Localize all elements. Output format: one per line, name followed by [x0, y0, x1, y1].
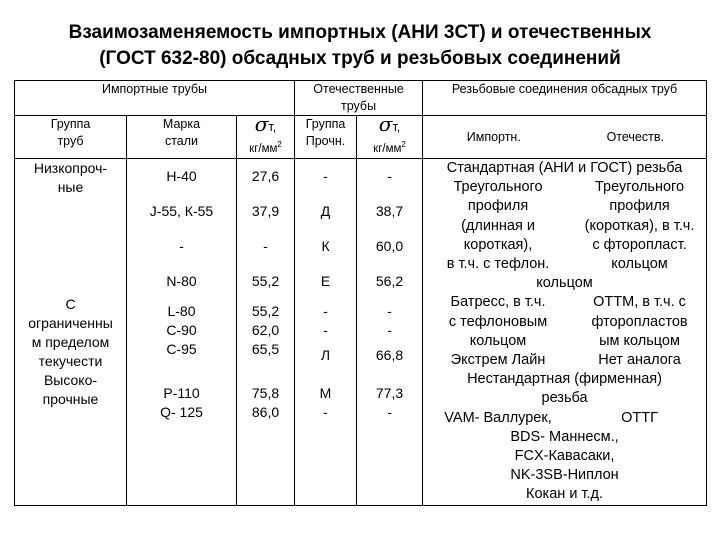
sigma-cell: 55,2 — [251, 273, 280, 289]
header-sigma-imported: σт, $кг/мм^2$ — [237, 116, 295, 159]
domestic-group-cell: К — [321, 238, 330, 254]
interchangeability-table — [14, 80, 707, 506]
thread-pair: профиля профиля — [467, 198, 670, 215]
domestic-sigma-cell: 60,0 — [375, 238, 404, 254]
thread-pair: VAM- Валлурек, ОТТГ — [444, 409, 658, 426]
thread-pair: в т.ч. с тефлон. кольцом — [446, 256, 668, 273]
thread-column — [423, 159, 707, 506]
domestic-group-cell: - — [323, 168, 328, 184]
domestic-group-column — [295, 159, 357, 506]
domestic-group-cell: Е — [320, 273, 331, 289]
domestic-sigma-cell: 56,2 — [375, 273, 404, 289]
nonstandard-thread-2: резьба — [541, 390, 588, 407]
group-column — [15, 159, 127, 506]
domestic-sigma-cell: - — [387, 168, 392, 184]
sigma-column — [237, 159, 295, 506]
domestic-sigma-c: 77,3 - — [375, 385, 404, 420]
header-row-1 — [15, 81, 707, 116]
header-domestic: Отечеств. — [606, 129, 664, 144]
header-imported: Импортн. — [466, 129, 521, 144]
header-domestic-pipes: Отечественные трубы — [295, 81, 423, 116]
header-thread-subcolumns — [423, 116, 707, 159]
domestic-sigma-column — [357, 159, 423, 506]
domestic-sigma-b: - - 66,8 — [375, 303, 404, 363]
header-sigma-domestic: σт, $кг/мм^2$ — [357, 116, 423, 159]
page-title — [0, 20, 720, 72]
maker-line: FCX-Кавасаки, — [514, 448, 615, 465]
sigma-group-b: 55,2 62,0 65,5 — [251, 303, 280, 357]
sigma-group-c: 75,8 86,0 — [251, 385, 280, 420]
thread-pair: Батресс, в т.ч. ОТТМ, в т.ч. с — [450, 294, 686, 311]
nonstandard-thread: Нестандартная (фирменная) — [467, 371, 662, 388]
standard-thread: Стандартная (АНИ и ГОСТ) резьба — [446, 160, 683, 176]
header-thread-connections: Резьбовые соединения обсадных труб — [423, 81, 707, 116]
thread-kolcom: кольцом — [536, 275, 593, 292]
thread-pair: Экстрем Лайн Нет аналога — [450, 352, 681, 369]
header-row-2 — [15, 116, 707, 159]
domestic-group-cell: Д — [320, 203, 331, 219]
grade-cell: J-55, К-55 — [149, 203, 214, 219]
grade-column — [127, 159, 237, 506]
title-line-2: (ГОСТ 632-80) обсадных труб и резьбовых соединений — [99, 48, 621, 69]
header-imported-pipes: Импортные трубы — [15, 81, 295, 116]
grade-cell: Н-40 — [166, 168, 197, 184]
header-group: Группа труб — [15, 116, 127, 159]
title-line-1: Взаимозаменяемость импортных (АНИ 3СТ) и отечественных — [68, 22, 652, 43]
maker-line: NK-3SB-Ниплон — [510, 467, 619, 484]
header-steel-grade: Марка стали — [127, 116, 237, 159]
grade-cell: N-80 — [166, 273, 197, 289]
group-limited-yield: С ограниченны м пределом текучести — [28, 296, 113, 369]
sigma-cell: 27,6 — [251, 168, 280, 184]
thread-pair: кольцом ым кольцом — [469, 332, 680, 349]
body-row — [15, 159, 707, 506]
domestic-group-b: - - Л — [320, 303, 331, 363]
grade-group-c: P-110 Q- 125 — [160, 385, 203, 420]
thread-pair: с тефлоновым фторопластов — [448, 313, 688, 330]
domestic-sigma-cell: 38,7 — [375, 203, 404, 219]
thread-pair: Треугольного Треугольного — [453, 179, 685, 196]
sigma-cell: 37,9 — [251, 203, 280, 219]
group-high-strength: Высоко- прочные — [42, 372, 99, 407]
maker-line: Кокан и т.д. — [526, 486, 604, 503]
thread-pair: (длинная и (короткая), в т.ч. — [461, 217, 695, 234]
grade-group-b: L-80 C-90 C-95 — [166, 303, 197, 357]
group-low-strength: Низкопроч- ные — [33, 160, 108, 195]
header-strength-group: Группа Прочн. — [295, 116, 357, 159]
grade-cell: - — [179, 238, 184, 254]
thread-pair: короткая), с фторопласт. — [463, 236, 687, 253]
maker-line: BDS- Маннесм., — [510, 428, 619, 445]
sigma-cell: - — [263, 238, 268, 254]
domestic-group-c: М - — [319, 385, 332, 420]
